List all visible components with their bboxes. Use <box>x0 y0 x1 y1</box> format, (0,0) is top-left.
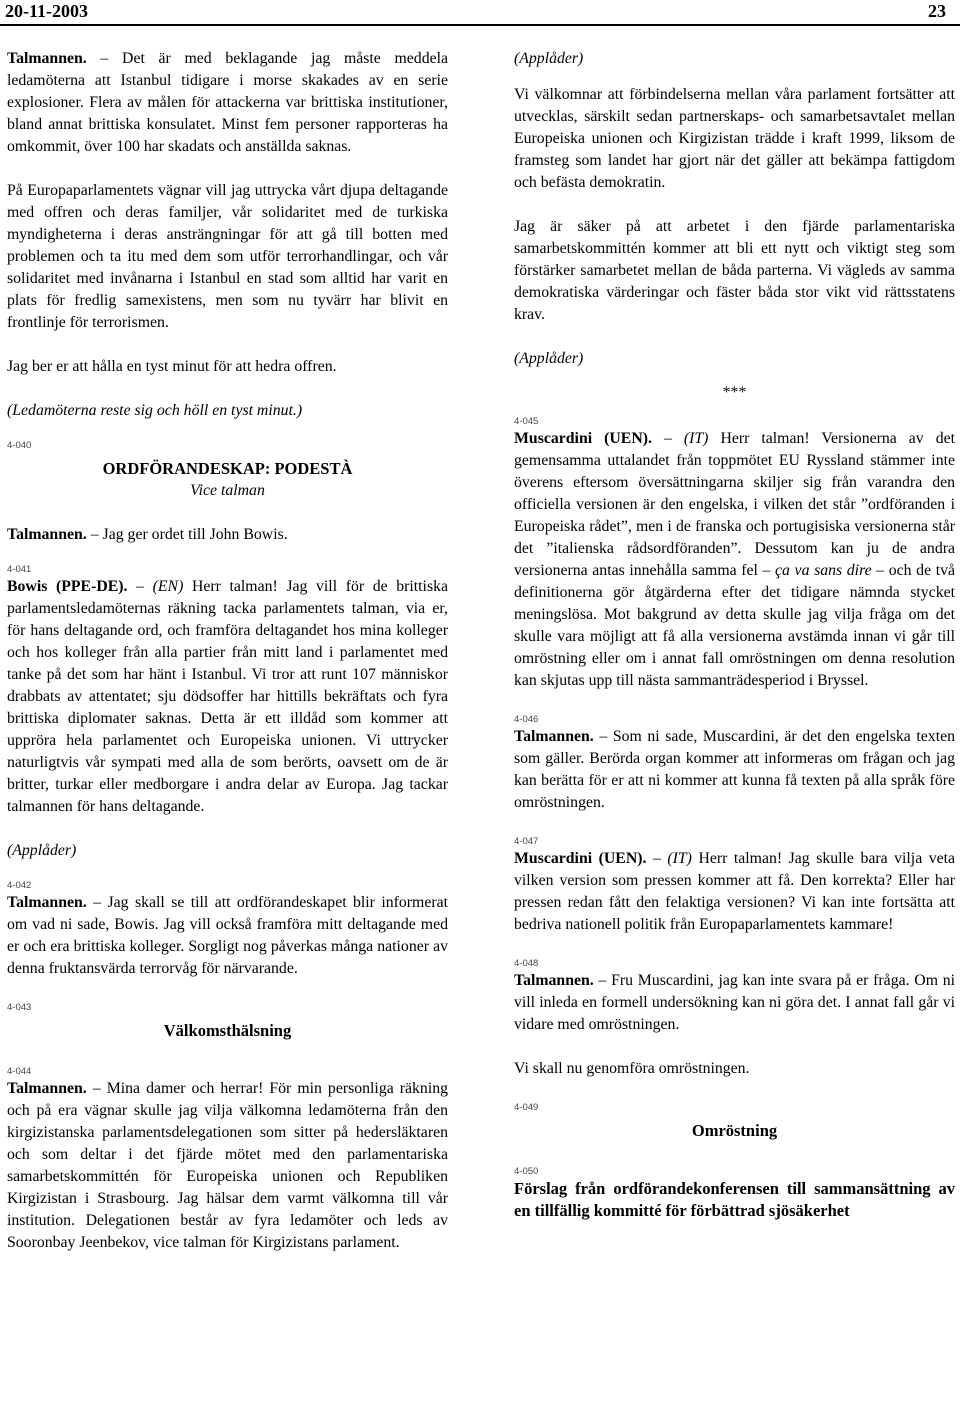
paragraph-relations: Vi välkomnar att förbindelserna mellan våra parlament fortsätter att utvecklas, särskilt sedan partnerskaps- och samarbetsavtalet mellan Europeiska unionen och Kirgizistan trädde i kraft 1999, liksom de framsteg som landet har gjort när det gäller att bekämpa fattigdom och befästa demokratin. <box>514 86 955 191</box>
paragraph-vote-announcement: Vi skall nu genomföra omröstningen. <box>514 1060 750 1077</box>
session-date: 20-11-2003 <box>5 1 88 21</box>
speaker-name: Talmannen. <box>7 1080 87 1097</box>
agenda-item-title: Förslag från ordförandekonferensen till sammansättning av en tillfällig kommitté för förbättrad sjösäkerhet <box>514 1179 955 1220</box>
left-column <box>7 48 448 1276</box>
speaker-name: Talmannen. <box>7 894 87 911</box>
language-code: (EN) <box>152 578 184 595</box>
speech-text: Herr talman! Versionerna av det gemensamma uttalandet från toppmötet EU Ryssland stämmer inte överens eftersom översättningarna skiljer sig från varandra den officiella versionen är den engelska, i vilken det står ”ordföranden i Europeiska rådet”, men i de franska och portugisiska versionerna står det ”italienska rådsordföranden”. Dessutom kan ju de andra versionerna antas innehålla samma fel <box>514 430 955 579</box>
chair-subtitle: Vice talman <box>190 482 265 499</box>
page-header <box>0 0 960 26</box>
italic-phrase: ça va sans dire <box>775 562 872 579</box>
paragraph-committee: Jag är säker på att arbetet i den fjärde parlamentariska samarbetskommittén kommer att bli ett nytt och viktigt steg som förstärker samarbetet mellan de båda parterna. Vi vägleds av samma demokratiska värderingar och fäster båda stor vikt vid rättsstatens krav. <box>514 218 955 323</box>
item-reference: 4-049 <box>514 1102 539 1113</box>
speaker-name: Talmannen. <box>7 526 87 543</box>
speech-text: Herr talman! Jag skulle bara vilja veta vilken version som pressen kommer att få. Den korrekta? Eller har pressen redan fått den felaktiga versionen? Vi kan inte fortsätta att bedriva nationell politik från Europaparlamentets kammare! <box>514 850 956 933</box>
speech-text: Fru Muscardini, jag kan inte svara på er fråga. Om ni vill inleda en formell undersökning kan ni göra det. I annat fall går vi vidare med omröstningen. <box>514 972 956 1033</box>
speaker-name: Talmannen. <box>514 972 594 989</box>
speech-text: Jag ger ordet till John Bowis. <box>102 526 288 543</box>
stage-direction: (Applåder) <box>514 50 584 67</box>
chair-heading: ORDFÖRANDESKAP: PODESTÀ <box>102 459 353 478</box>
stage-direction: (Applåder) <box>514 350 584 367</box>
speaker-name: Muscardini (UEN). <box>514 430 652 447</box>
stage-direction: (Ledamöterna reste sig och höll en tyst minut.) <box>7 402 303 419</box>
speaker-name: Talmannen. <box>7 50 87 67</box>
right-column <box>514 48 955 1244</box>
item-reference: 4-041 <box>7 564 32 575</box>
language-code: (IT) <box>683 430 709 447</box>
paragraph-president-answer <box>514 726 955 814</box>
section-heading-welcome: Välkomsthälsning <box>163 1021 292 1040</box>
paragraph-silence-request: Jag ber er att hålla en tyst minut för att hedra offren. <box>7 358 337 375</box>
paragraph-muscardini-2 <box>514 848 955 936</box>
language-code: (IT) <box>667 850 692 867</box>
speaker-name: Muscardini (UEN). <box>514 850 647 867</box>
header-rule <box>0 24 960 26</box>
paragraph-president-reply <box>7 892 448 980</box>
item-reference: 4-046 <box>514 714 539 725</box>
speech-text: och de två definitionerna gör åtgärderna efter det tidigare nämnda stycket meningslösa. Mot bakgrund av detta skulle jag vilja fråga om det skulle vara möjligt att få alla versionerna avstämda innan vi går till omröstning eller om i annat fall omröstningen om denna resolution kan skjutas upp till nästa sammanträdesperiod i Bryssel. <box>514 562 956 689</box>
item-reference: 4-044 <box>7 1066 32 1077</box>
stage-direction: (Applåder) <box>7 842 77 859</box>
paragraph-give-floor <box>7 524 448 546</box>
page-number: 23 <box>928 1 946 21</box>
paragraph-announcement <box>7 48 448 158</box>
paragraph-president-answer-2 <box>514 970 955 1036</box>
item-reference: 4-040 <box>7 440 32 451</box>
paragraph-bowis <box>7 576 448 818</box>
paragraph-condolence: På Europaparlamentets vägnar vill jag uttrycka vårt djupa deltagande med offren och deras familjer, vår solidaritet med de turkiska myndigheterna i deras ansträngningar för att gå till botten med problemen och ta itu med dem som utför terrorhandlingar, och vår solidaritet med invånarna i Istanbul en stad som alltid har varit en plats för fredlig samexistens, men som nu tyvärr har blivit en frontlinje för terrorismen. <box>7 182 448 331</box>
item-reference: 4-048 <box>514 958 539 969</box>
item-reference: 4-042 <box>7 880 32 891</box>
section-heading-vote: Omröstning <box>691 1121 778 1140</box>
paragraph-welcome <box>7 1078 448 1254</box>
speech-text: Jag skall se till att ordförandeskapet blir informerat om vad ni sade, Bowis. Jag vill också framföra mitt deltagande med er och era brittiska kolleger. Sorgligt nog påverkas många nationer av denna fruktansvärda terrorvåg för närvarande. <box>7 894 449 977</box>
speech-text: Mina damer och herrar! För min personliga räkning och på era vägnar skulle jag vilja välkomna ledamöterna från den kirgizistanska parlamentsdelegationen som sitter på hedersläktaren och som deltar i det fjärde mötet med den parlamentariska samarbetskommittén för Europeiska unionen och Republiken Kirgizistan i Strasbourg. Jag hälsar dem varmt välkomna till vår institution. Delegationen består av fyra ledamöter och leds av Sooronbay Jeenbekov, vice talman för Kirgizistans parlament. <box>7 1080 449 1251</box>
item-reference: 4-047 <box>514 836 539 847</box>
item-reference: 4-050 <box>514 1166 539 1177</box>
item-reference: 4-043 <box>7 1002 32 1013</box>
speech-text: Det är med beklagande jag måste meddela ledamöterna att Istanbul tidigare i morse skakades av en serie explosioner. Flera av målen för attackerna var brittiska institutioner, bland annat brittiska konsulatet. Minst fem personer rapporteras ha omkommit, över 100 har skadats och anställda saknas. <box>7 50 449 155</box>
speech-text: Som ni sade, Muscardini, är det den engelska texten som gäller. Berörda organ kommer att informeras om frågan och jag kan berätta för er att ni kommer att kunna få texten på alla språk före omröstningen. <box>514 728 956 811</box>
paragraph-muscardini <box>514 428 955 692</box>
speaker-name: Talmannen. <box>514 728 594 745</box>
section-separator: *** <box>722 384 747 401</box>
speech-text: Herr talman! Jag vill för de brittiska parlamentsledamöternas räkning tacka parlamentets talman, via er, för hans deltagande ord, och framföra deltagandet hos mina kolleger och hos kolleger från alla partier från mitt land i parlamentet med tanke på det som har hänt i Istanbul. Vi tror att runt 107 människor drabbats av attentatet; sju dödsoffer har hittills bekräftats och fyra brittiska diplomater saknas. Detta är ett illdåd som kommer att uppröra hela parlamentet och Europeiska unionen. Vi uttrycker naturligtvis vår sympati med alla de som berörts, oavsett om de är britter, turkar eller medborgare i andra delar av Europa. Jag tackar talmannen för hans deltagande. <box>7 578 449 815</box>
speaker-name: Bowis (PPE-DE). <box>7 578 128 595</box>
item-reference: 4-045 <box>514 416 539 427</box>
